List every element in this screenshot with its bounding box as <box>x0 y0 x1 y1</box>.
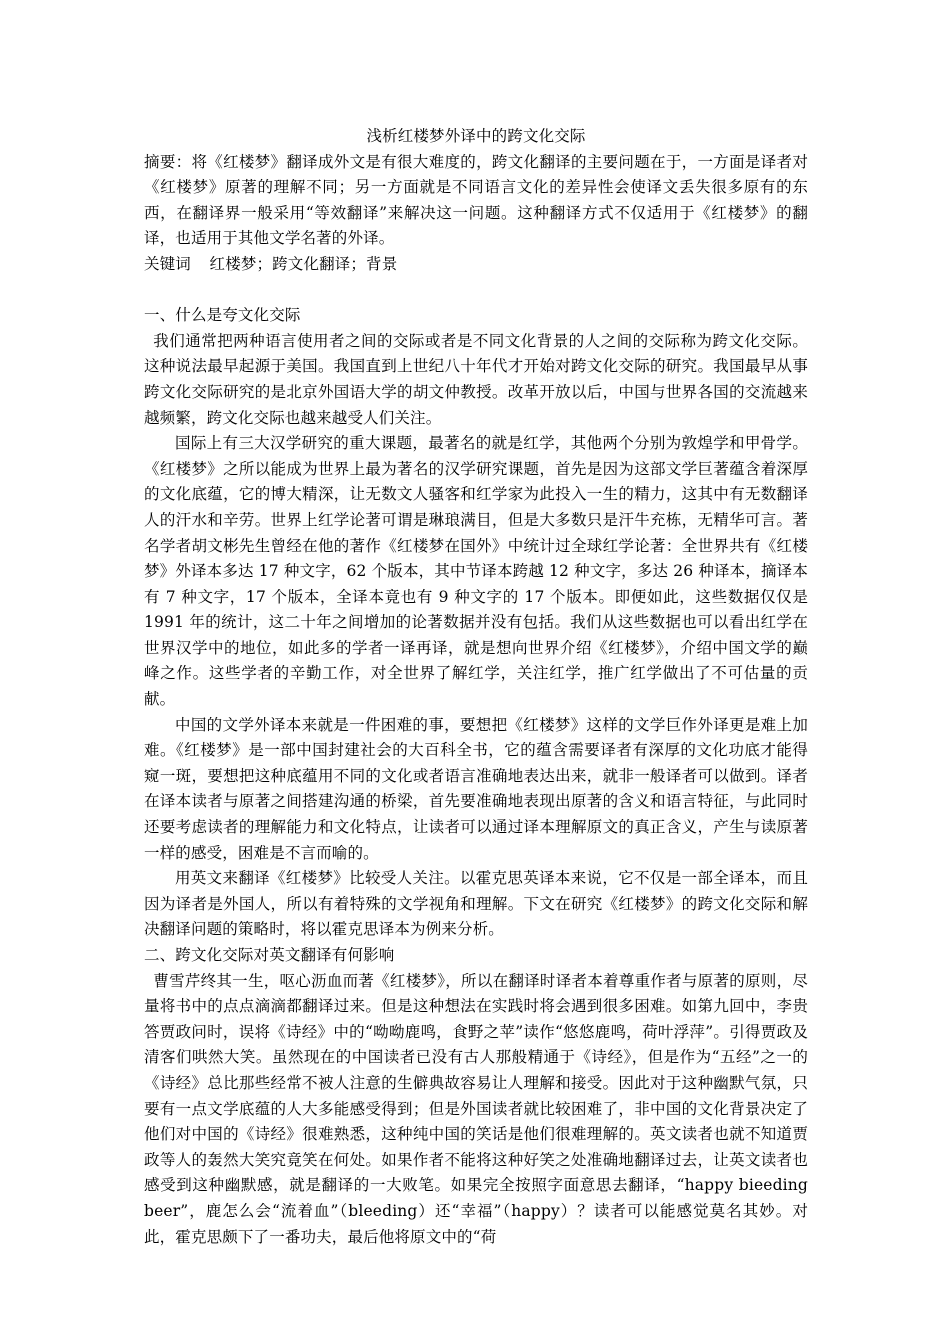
section1-paragraph: 我们通常把两种语言使用者之间的交际或者是不同文化背景的人之间的交际称为跨文化交际。这种说法最早起源于美国。我国直到上世纪八十年代才开始对跨文化交际的研究。我国最早从事跨文化交际研究的是北京外国语大学的胡文仲教授。改革开放以后，中国与世界各国的交流越来越频繁，跨文化交际也越来越受人们关注。 <box>144 331 808 427</box>
section2-paragraph: 曹雪芹终其一生，呕心沥血而著《红楼梦》，所以在翻译时译者本着尊重作者与原著的原则，尽量将书中的点点滴滴都翻译过来。但是这种想法在实践时将会遇到很多困难。如第九回中，李贵答贾政问时，误将《诗经》中的“呦呦鹿鸣，食野之苹”读作“悠悠鹿鸣，荷叶浮萍”。引得贾政及清客们哄然大笑。虽然现在的中国读者已没有古人那般精通于《诗经》，但是作为“五经”之一的《诗经》总比那些经常不被人注意的生僻典故容易让人理解和接受。因此对于这种幽默气氛，只要有一点文学底蕴的人大多能感受得到；但是外国读者就比较困难了，非中国的文化背景决定了他们对中国的《诗经》很难熟悉，这种纯中国的笑话是他们很难理解的。英文读者也就不知道贾政等人的轰然大笑究竟笑在何处。如果作者不能将这种好笑之处准确地翻译过去，让英文读者也感受到这种幽默感，就是翻译的一大败笔。如果完全按照字面意思去翻译，“happy bieeding beer”，鹿怎么会“流着血”（bleeding）还“幸福”（happy）？读者可以能感觉莫名其妙。对此，霍克思颇下了一番功夫，最后他将原文中的“荷 <box>144 971 808 1246</box>
keywords-value: 红楼梦；跨文化翻译；背景 <box>209 254 398 273</box>
section1-paragraph: 中国的文学外译本来就是一件困难的事，要想把《红楼梦》这样的文学巨作外译更是难上加难。《红楼梦》是一部中国封建社会的大百科全书，它的蕴含需要译者有深厚的文化功底才能得窥一斑，要想把这种底蕴用不同的文化或者语言准确地表达出来，就非一般译者可以做到。译者在译本读者与原著之间搭建沟通的桥梁，首先要准确地表现出原著的含义和语言特征，与此同时还要考虑读者的理解能力和文化特点，让读者可以通过译本理解原文的真正含义，产生与读原著一样的感受，困难是不言而喻的。 <box>144 715 808 862</box>
keywords-line <box>144 252 808 278</box>
section-heading-1: 一、什么是夸文化交际 <box>144 306 301 325</box>
blank-line <box>144 278 808 304</box>
abstract-paragraph: 摘要：将《红楼梦》翻译成外文是有很大难度的，跨文化翻译的主要问题在于，一方面是译者对《红楼梦》原著的理解不同；另一方面就是不同语言文化的差异性会使译文丢失很多原有的东西，在翻译界一般采用“等效翻译”来解决这一问题。这种翻译方式不仅适用于《红楼梦》的翻译，也适用于其他文学名著的外译。 <box>144 152 808 248</box>
document-title: 浅析红楼梦外译中的跨文化交际 <box>366 127 586 145</box>
section1-paragraph: 用英文来翻译《红楼梦》比较受人关注。以霍克思英译本来说，它不仅是一部全译本，而且因为译者是外国人，所以有着特殊的文学视角和理解。下文在研究《红楼梦》的跨文化交际和解决翻译问题的策略时，将以霍克思译本为例来分析。 <box>144 869 808 939</box>
document-page <box>144 124 808 1250</box>
section1-paragraph: 国际上有三大汉学研究的重大课题，最著名的就是红学，其他两个分别为敦煌学和甲骨学。《红楼梦》之所以能成为世界上最为著名的汉学研究课题，首先是因为这部文学巨著蕴含着深厚的文化底蕴，它的博大精深，让无数文人骚客和红学家为此投入一生的精力，这其中有无数翻译人的汗水和辛劳。世界上红学论著可谓是琳琅满目，但是大多数只是汗牛充栋，无精华可言。著名学者胡文彬先生曾经在他的著作《红楼梦在国外》中统计过全球红学论著：全世界共有《红楼梦》外译本多达 17 种文字，62 个版本，其中节译本跨越 12 种文字，多达 26 种译本，摘译本有 7 种文字，17 个版本，全译本竟也有 9 种文字的 17 个版本。即便如此，这些数据仅仅是 1991 年的统计，这二十年之间增加的论著数据并没有包括。我们从这些数据也可以看出红学在世界汉学中的地位，如此多的学者一译再译，就是想向世界介绍《红楼梦》，介绍中国文学的巅峰之作。这些学者的辛勤工作，对全世界了解红学，关注红学，推广红学做出了不可估量的贡献。 <box>144 434 808 709</box>
section-heading-2: 二、跨文化交际对英文翻译有何影响 <box>144 946 395 964</box>
keywords-label: 关键词 <box>144 254 191 273</box>
